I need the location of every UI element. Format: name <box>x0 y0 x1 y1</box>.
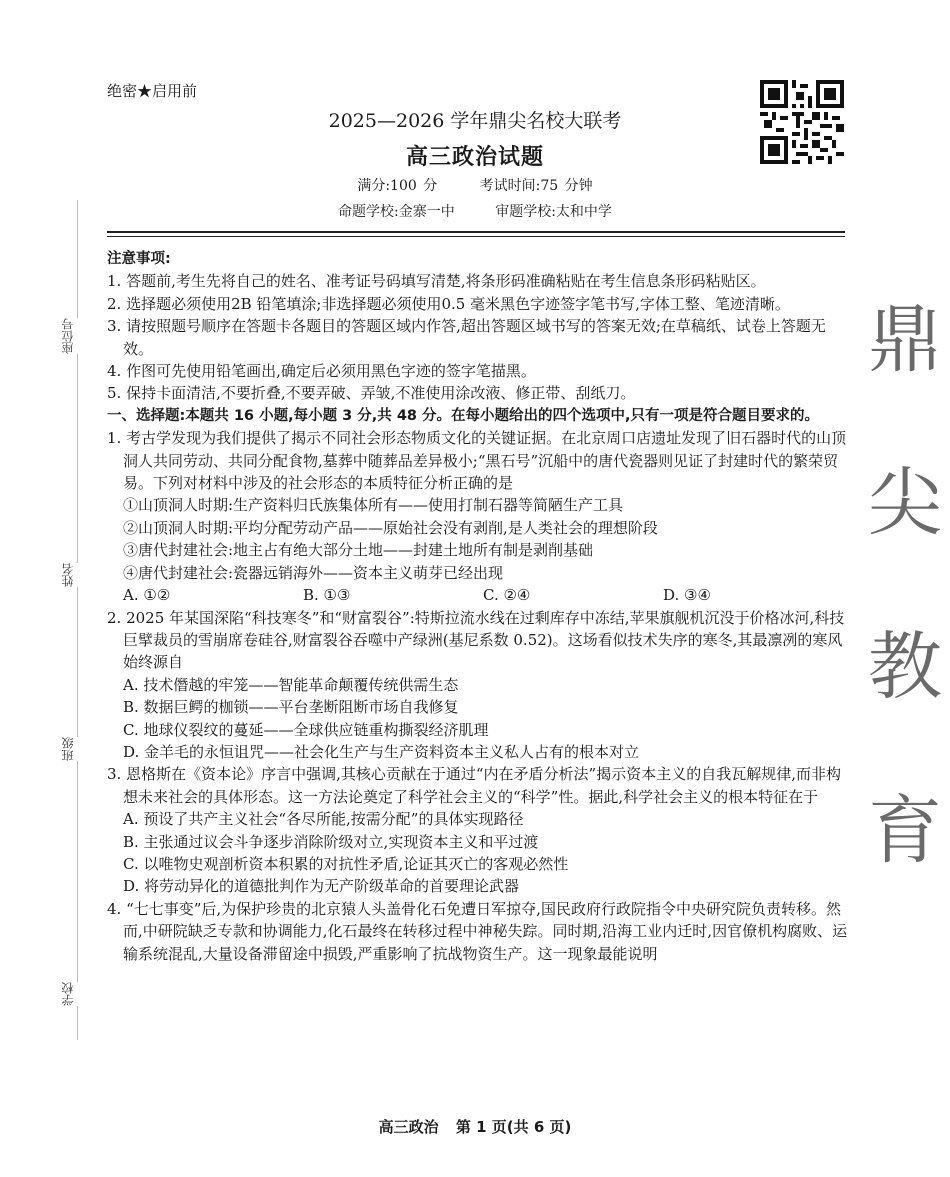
question-1-stem: 1. 考古学发现为我们提供了揭示不同社会形态物质文化的关键证据。在北京周口店遗址发现了旧石器时代的山顶洞人共同劳动、共同分配食物,墓葬中随葬品差异极小;“黑石号”沉船中的唐代瓷器则见证了封建时代的繁荣贸易。下列对材料中涉及的社会形态的本质特征分析正确的是 <box>107 429 847 493</box>
footer-subject: 高三政治 <box>378 1118 439 1136</box>
question-1-item: ②山顶洞人时期:平均分配劳动产品——原始社会没有剥削,是人类社会的理想阶段 <box>123 518 658 537</box>
header-rule-thick <box>107 231 845 233</box>
notice-heading: 注意事项: <box>107 251 171 267</box>
qr-code-icon <box>760 80 844 164</box>
sidebar-class-label: 班级 <box>58 737 78 761</box>
confidential-label: 绝密★启用前 <box>107 82 198 100</box>
question-3-stem: 3. 恩格斯在《资本论》序言中强调,其核心贡献在于通过“内在矛盾分析法”揭示资本主义的自我瓦解规律,而非构想未来社会的具体形态。这一方法论奠定了科学社会主义的“科学”性。据此,科学社会主义的根本特征在于 <box>107 765 841 806</box>
option-b: B. 数据巨鳄的枷锁——平台垄断阻断市场自我修复 <box>123 698 459 717</box>
option-a: A. 技术僭越的牢笼——智能革命颠覆传统供需生态 <box>123 675 459 694</box>
notice-item: 3. 请按照题号顺序在答题卡各题目的答题区域内作答,超出答题区域书写的答案无效;在草稿纸、试卷上答题无效。 <box>107 317 826 358</box>
notice-item: 4. 作图可先使用铅笔画出,确定后必须用黑色字迹的签字笔描黑。 <box>107 362 536 381</box>
subject-title: 高三政治试题 <box>405 144 544 170</box>
brand-char-3: 教 <box>868 624 942 710</box>
option-c: C. 以唯物史观剖析资本积累的对抗性矛盾,论证其灭亡的客观必然性 <box>123 854 569 873</box>
option-b: B. ①③ <box>303 586 351 605</box>
reviewer-school: 审题学校:太和中学 <box>495 204 612 220</box>
question-1-item: ④唐代封建社会:瓷器远销海外——资本主义萌芽已经出现 <box>123 563 504 582</box>
option-d: D. 将劳动异化的道德批判作为无产阶级革命的首要理论武器 <box>123 877 520 896</box>
question-1-options <box>107 584 849 606</box>
section-heading: 一、选择题:本题共 16 小题,每小题 3 分,共 48 分。在每小题给出的四个选项中,只有一项是符合题目要求的。 <box>107 407 820 424</box>
question-2-stem: 2. 2025 年某国深陷“科技寒冬”和“财富裂谷”:特斯拉流水线在过剩库存中冻结,苹果旗舰机沉没于价格冰河,科技巨擘裁员的雪崩席卷硅谷,财富裂谷吞噬中产绿洲(基尼系数 0.52)。这场看似技术失序的寒冬,其最凛冽的寒风始终源自 <box>107 608 845 672</box>
option-a: A. ①② <box>123 586 171 605</box>
brand-char-1: 鼎 <box>868 297 942 383</box>
option-c: C. 地球仪裂纹的蔓延——全球供应链重构撕裂经济肌理 <box>123 720 489 739</box>
notice-item: 1. 答题前,考生先将自己的姓名、准考证号码填写清楚,将条形码准确粘贴在考生信息条形码粘贴区。 <box>107 272 766 291</box>
exam-time: 考试时间:75 分钟 <box>479 178 593 194</box>
brand-char-4: 育 <box>868 788 942 874</box>
sidebar-seat-label: 座位号 <box>58 318 78 354</box>
question-1-item: ①山顶洞人时期:生产资料归氏族集体所有——使用打制石器等简陋生产工具 <box>123 496 624 515</box>
question-1-item: ③唐代封建社会:地主占有绝大部分土地——封建土地所有制是剥削基础 <box>123 541 594 560</box>
exam-schools <box>0 201 950 221</box>
notice-item: 2. 选择题必须使用2B 铅笔填涂;非选择题必须使用0.5 毫米黑色字迹签字笔书写,字体工整、笔迹清晰。 <box>107 294 790 313</box>
brand-char-2: 尖 <box>868 460 942 546</box>
footer-page-number: 第 1 页(共 6 页) <box>455 1118 572 1136</box>
option-b: B. 主张通过议会斗争逐步消除阶级对立,实现资本主义和平过渡 <box>123 832 539 851</box>
option-a: A. 预设了共产主义社会“各尽所能,按需分配”的具体实现路径 <box>123 810 524 829</box>
option-d: D. ③④ <box>663 586 711 605</box>
page-footer <box>0 1116 950 1137</box>
exam-title: 2025—2026 学年鼎尖名校大联考 <box>328 110 622 132</box>
sidebar-school-label: 学校 <box>58 982 78 1006</box>
setter-school: 命题学校:金寨一中 <box>338 204 455 220</box>
notice-item: 5. 保持卡面清洁,不要折叠,不要弄破、弄皱,不准使用涂改液、修正带、刮纸刀。 <box>107 384 636 403</box>
exam-meta <box>0 175 950 195</box>
option-d: D. 金羊毛的永恒诅咒——社会化生产与生产资料资本主义私人占有的根本对立 <box>123 742 640 761</box>
header-rule-thin <box>107 236 845 237</box>
full-score: 满分:100 分 <box>357 178 438 194</box>
sidebar-name-label: 姓名 <box>58 563 78 587</box>
exam-content <box>107 248 849 965</box>
option-c: C. ②④ <box>483 586 531 605</box>
question-4-stem: 4. “七七事变”后,为保护珍贵的北京猿人头盖骨化石免遭日军掠夺,国民政府行政院指令中央研究院负责转移。然而,中研院缺乏专款和协调能力,化石最终在转移过程中神秘失踪。同时期,沿海工业内迁时,因官僚机构腐败、运输系统混乱,大量设备滞留途中损毁,严重影响了抗战物资生产。这一现象最能说明 <box>107 899 848 963</box>
